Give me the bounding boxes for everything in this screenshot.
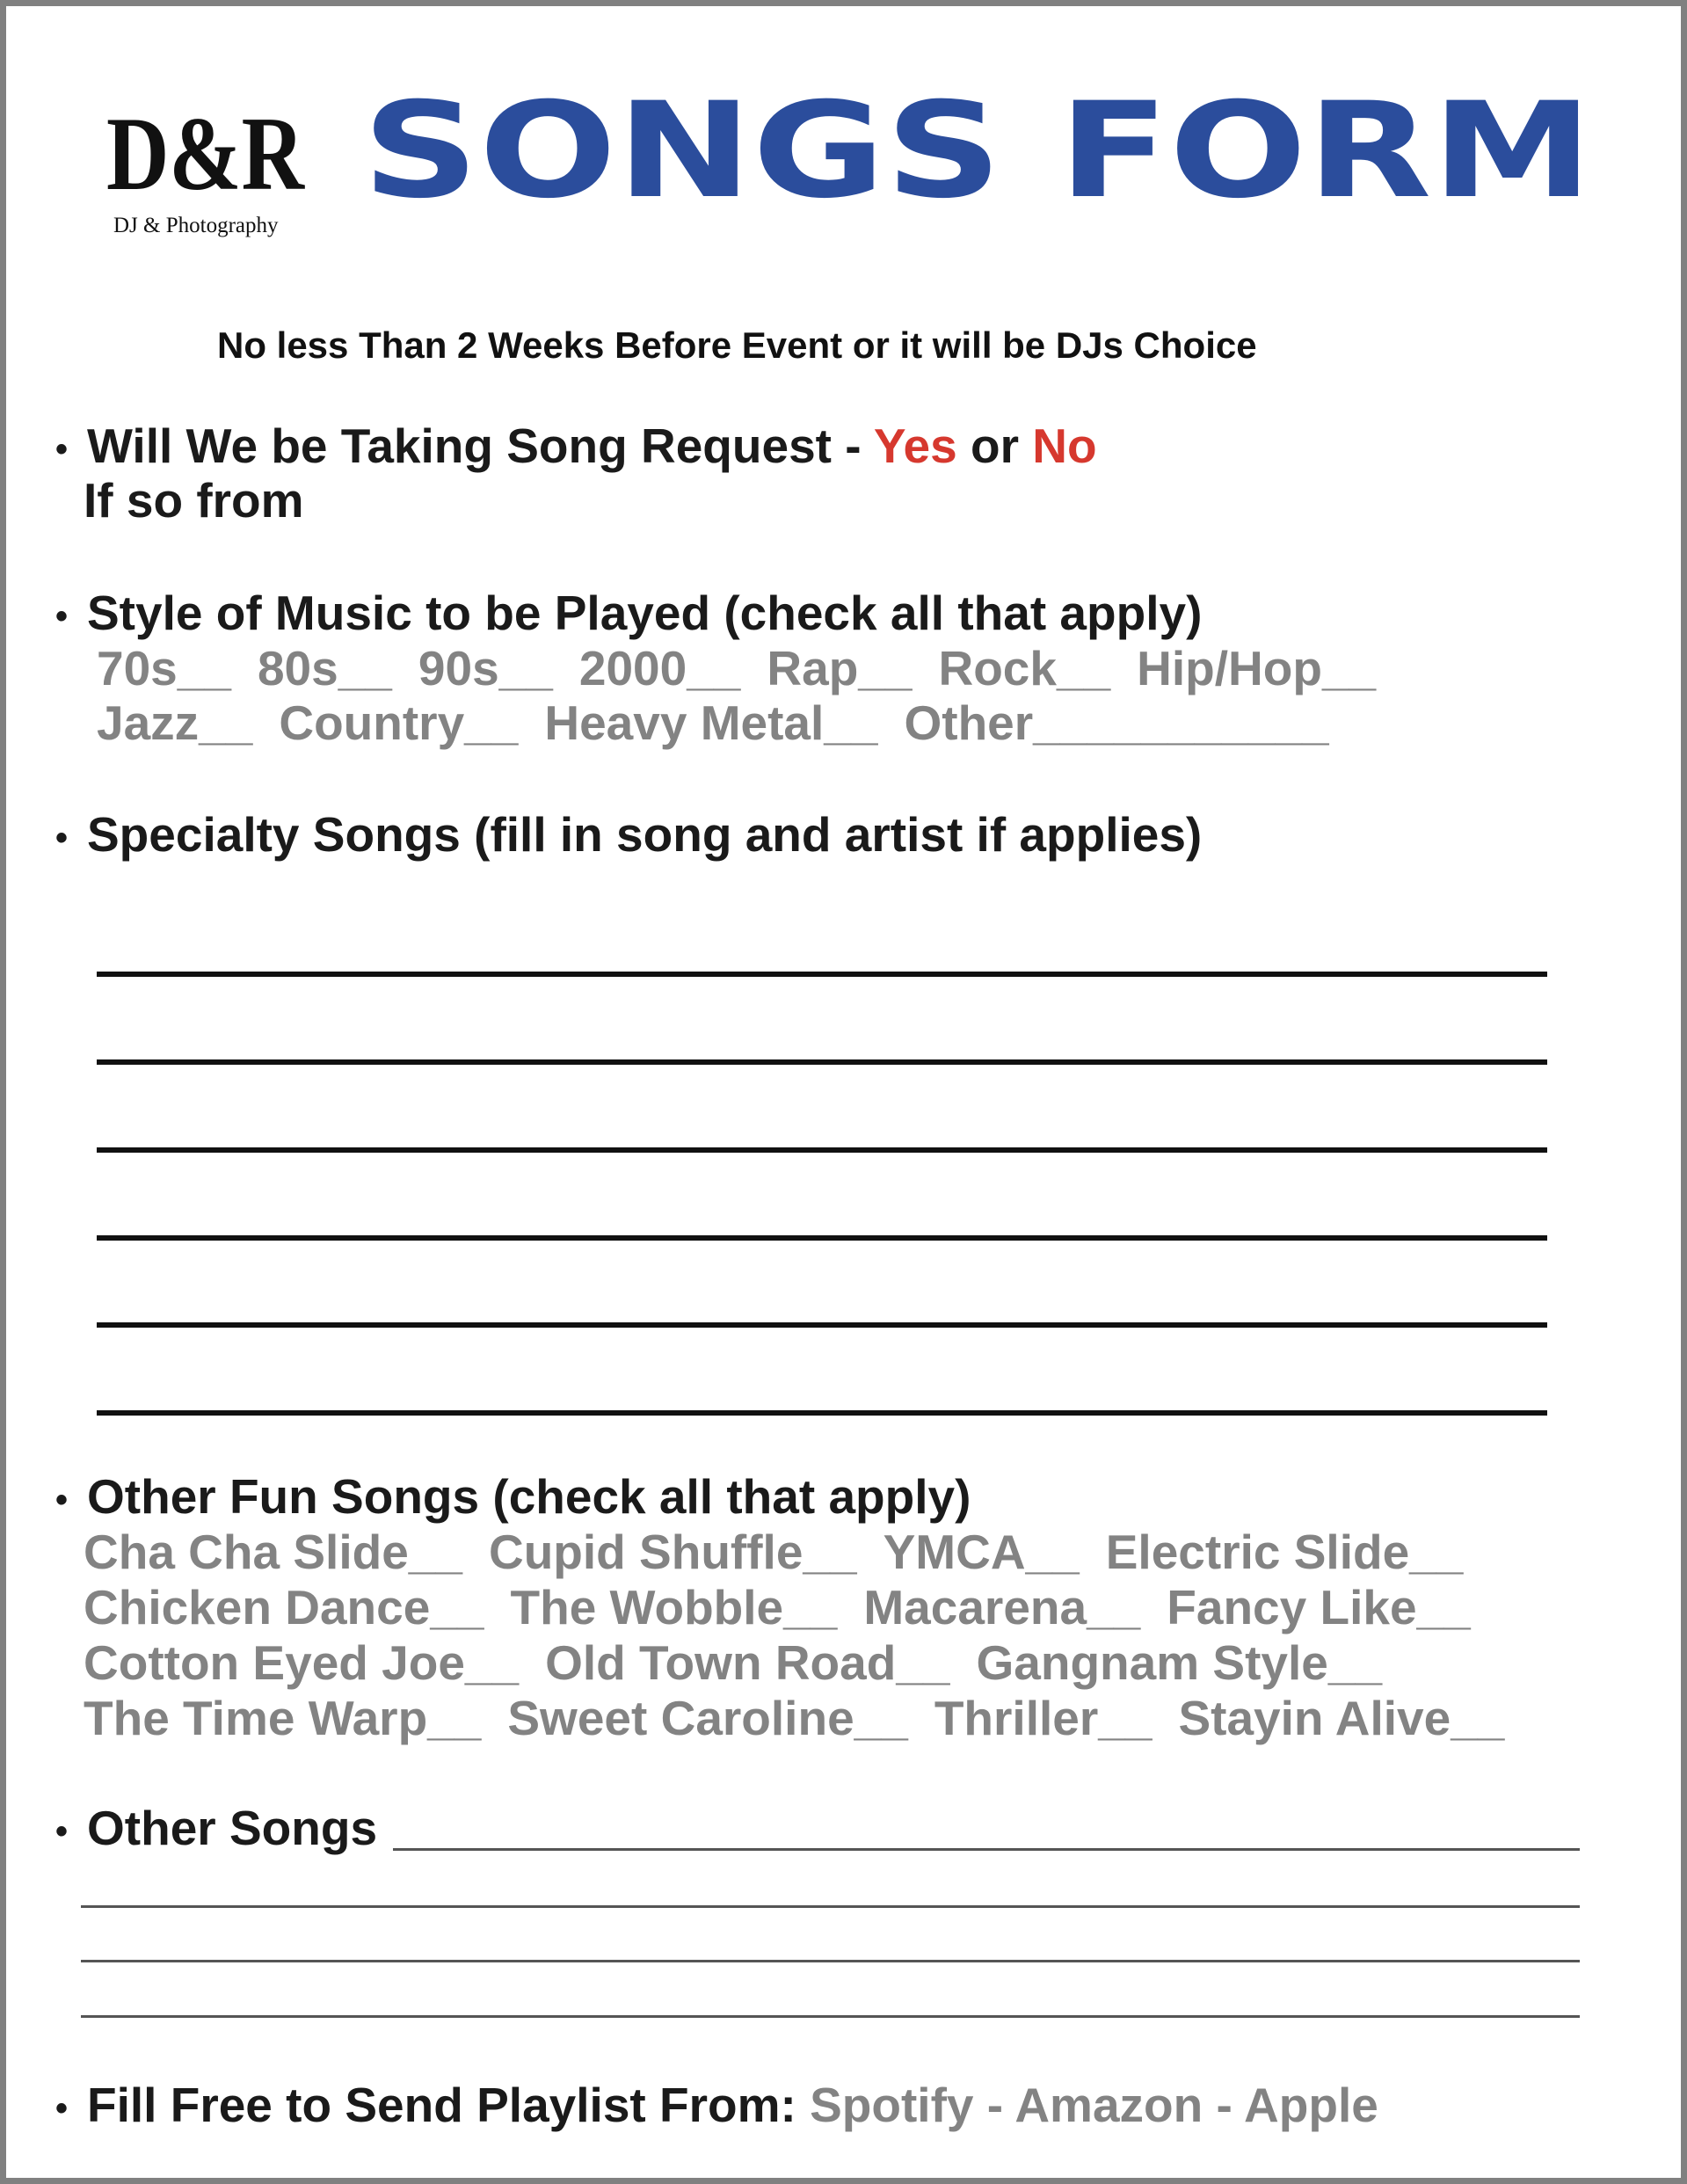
music-style-row-2 (97, 695, 1356, 751)
or-label: or (956, 419, 1033, 473)
music-style-option[interactable]: Other___________ (904, 695, 1329, 750)
specialty-song-line-6[interactable] (97, 1410, 1547, 1416)
fun-song-option[interactable]: Fancy Like__ (1167, 1580, 1471, 1634)
yes-option[interactable]: Yes (873, 419, 957, 473)
fun-songs-row-3 (84, 1634, 1408, 1691)
music-style-row-1 (97, 640, 1402, 696)
song-request-followup: If so from (84, 473, 304, 528)
fun-song-option[interactable]: Gangnam Style__ (976, 1635, 1383, 1690)
song-request-question (87, 418, 1097, 474)
fun-song-option[interactable]: Macarena__ (863, 1580, 1141, 1634)
music-style-option[interactable]: Country__ (279, 695, 519, 750)
other-songs-heading: • Other Songs (87, 1800, 377, 1856)
music-style-option[interactable]: Jazz__ (97, 695, 253, 750)
specialty-song-line-1[interactable] (97, 972, 1547, 977)
music-style-option[interactable]: 70s__ (97, 641, 231, 695)
logo-mark (103, 75, 314, 224)
page-title (362, 75, 1602, 228)
fun-songs-row-1 (84, 1524, 1489, 1580)
fun-song-option[interactable]: Chicken Dance__ (84, 1580, 484, 1634)
music-style-option[interactable]: Heavy Metal__ (544, 695, 878, 750)
other-songs-line-1[interactable] (393, 1848, 1580, 1851)
other-songs-line-2[interactable] (81, 1905, 1580, 1908)
specialty-songs-heading: • Specialty Songs (fill in song and artist if applies) (87, 806, 1202, 863)
fun-song-option[interactable]: The Time Warp__ (84, 1691, 482, 1745)
deadline-note: No less Than 2 Weeks Before Event or it will be DJs Choice (217, 324, 1257, 366)
logo-subtitle: DJ & Photography (113, 214, 279, 237)
logo-mark-text: D&R (106, 95, 306, 212)
other-songs-line-3[interactable] (81, 1960, 1580, 1962)
music-style-option[interactable]: 2000__ (578, 641, 741, 695)
fun-song-option[interactable]: Old Town Road__ (545, 1635, 950, 1690)
page-title-text: SONGS FORM (362, 75, 1593, 228)
fun-songs-heading: • Other Fun Songs (check all that apply) (87, 1468, 971, 1525)
logo (103, 75, 314, 251)
fun-song-option[interactable]: Cha Cha Slide__ (84, 1525, 462, 1579)
fun-song-option[interactable]: YMCA__ (883, 1525, 1080, 1579)
fun-songs-row-2 (84, 1579, 1497, 1635)
fun-song-option[interactable]: Stayin Alive__ (1178, 1691, 1505, 1745)
playlist-label: Fill Free to Send Playlist From: (87, 2078, 811, 2132)
music-style-option[interactable]: 90s__ (418, 641, 553, 695)
specialty-song-line-5[interactable] (97, 1322, 1547, 1328)
playlist-sources: Spotify - Amazon - Apple (810, 2078, 1378, 2132)
fun-song-option[interactable]: Thriller__ (934, 1691, 1153, 1745)
music-style-heading: • Style of Music to be Played (check all that apply) (87, 585, 1202, 641)
fun-song-option[interactable]: Electric Slide__ (1105, 1525, 1464, 1579)
other-songs-line-4[interactable] (81, 2015, 1580, 2018)
music-style-option[interactable]: 80s__ (257, 641, 392, 695)
specialty-song-line-2[interactable] (97, 1059, 1547, 1065)
specialty-song-line-3[interactable] (97, 1147, 1547, 1153)
fun-song-option[interactable]: Cotton Eyed Joe__ (84, 1635, 520, 1690)
fun-song-option[interactable]: Sweet Caroline__ (507, 1691, 908, 1745)
playlist-note (87, 2077, 1378, 2133)
specialty-song-line-4[interactable] (97, 1235, 1547, 1241)
music-style-option[interactable]: Hip/Hop__ (1137, 641, 1377, 695)
fun-songs-row-4 (84, 1690, 1531, 1746)
fun-song-option[interactable]: The Wobble__ (510, 1580, 838, 1634)
music-style-option[interactable]: Rap__ (767, 641, 913, 695)
fun-song-option[interactable]: Cupid Shuffle__ (488, 1525, 857, 1579)
no-option[interactable]: No (1032, 419, 1097, 473)
music-style-option[interactable]: Rock__ (938, 641, 1111, 695)
song-request-label: Will We be Taking Song Request - (87, 419, 874, 473)
